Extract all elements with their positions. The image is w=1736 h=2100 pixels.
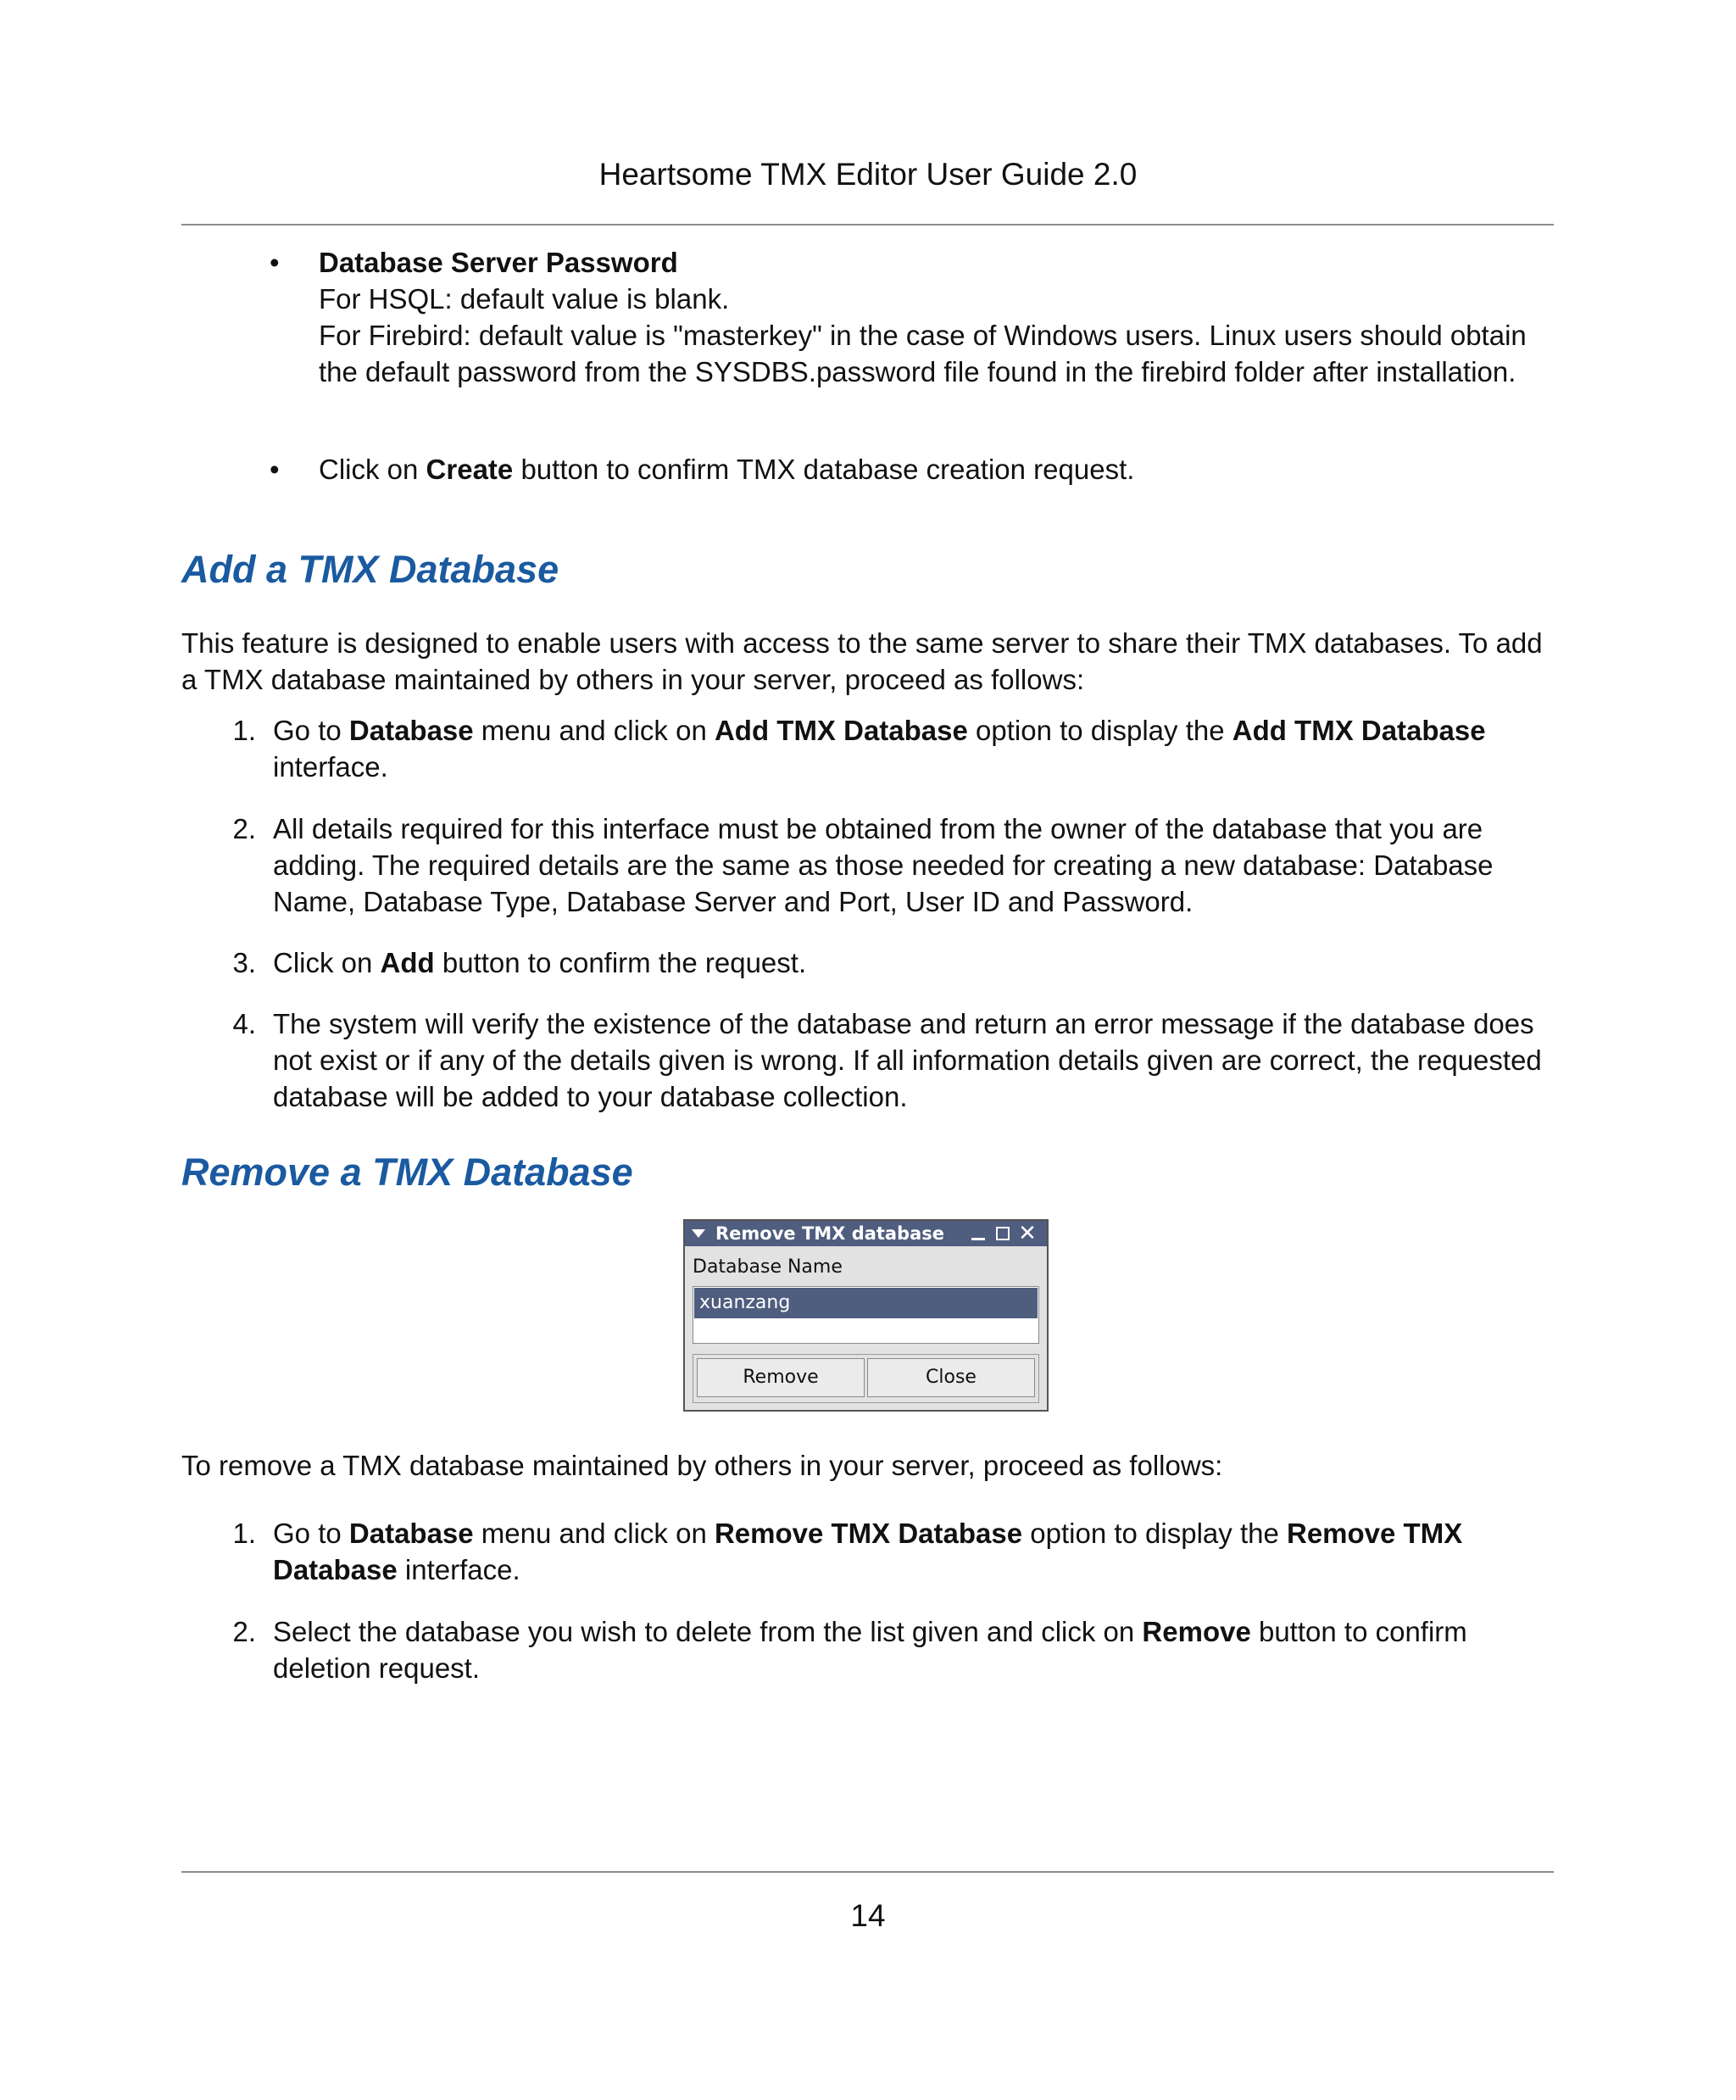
step-number: 2.: [232, 1616, 256, 1647]
remove-intro: To remove a TMX database maintained by others in your server, proceed as follows:: [181, 1450, 1223, 1481]
window-menu-icon[interactable]: [692, 1229, 705, 1238]
step-number: 4.: [232, 1008, 256, 1039]
bullet-icon: •: [270, 454, 280, 485]
bullet-password: [319, 244, 1556, 390]
page-header: Heartsome TMX Editor User Guide 2.0: [598, 157, 1138, 192]
bullet-line: For HSQL: default value is blank.: [319, 283, 730, 315]
section-heading-add: Add a TMX Database: [181, 548, 559, 591]
section-heading-remove: Remove a TMX Database: [181, 1150, 633, 1194]
step-number: 1.: [232, 1518, 256, 1549]
dialog-title: Remove TMX database: [715, 1223, 945, 1244]
add-intro: This feature is designed to enable users with access to the same server to share their TMX databases. To add a TMX database maintained by others in your server, proceed as follows:: [181, 627, 1543, 695]
bullet-icon: •: [270, 247, 280, 278]
step-number: 2.: [232, 813, 256, 844]
header-rule: [181, 224, 1554, 226]
add-step-3: Click on Add button to confirm the request.: [273, 947, 807, 978]
add-step-1: Go to Database menu and click on Add TMX Database option to display the Add TMX Database interface.: [273, 715, 1486, 783]
add-step-4: The system will verify the existence of the database and return an error message if the database does not exist or if any of the details given is wrong. If all information details given are correct, the requested database will be added to your database collection.: [273, 1008, 1542, 1112]
step-number: 1.: [232, 715, 256, 746]
remove-button[interactable]: Remove: [697, 1358, 865, 1397]
footer-rule: [181, 1871, 1554, 1873]
bullet-create: Click on Create button to confirm TMX database creation request.: [319, 454, 1135, 485]
bullet-title: Database Server Password: [319, 247, 678, 278]
database-name-label: Database Name: [693, 1256, 843, 1278]
page-number: 14: [850, 1898, 886, 1933]
remove-dialog-screenshot: [683, 1219, 1049, 1412]
bullet-line: For Firebird: default value is "masterkey" in the case of Windows users. Linux users should obtain the default password from the SYSDBS.password file found in the firebird folder after installation.: [319, 320, 1527, 387]
close-icon[interactable]: ✕: [1018, 1221, 1037, 1246]
remove-step-2: Select the database you wish to delete from the list given and click on Remove button to confirm deletion request.: [273, 1616, 1467, 1684]
list-item[interactable]: xuanzang: [694, 1288, 1038, 1318]
close-button[interactable]: Close: [867, 1358, 1035, 1397]
remove-step-1: Go to Database menu and click on Remove TMX Database option to display the Remove TMX Database interface.: [273, 1518, 1463, 1585]
step-number: 3.: [232, 947, 256, 978]
dialog-titlebar: [685, 1221, 1047, 1246]
maximize-icon[interactable]: [993, 1224, 1012, 1243]
add-step-2: All details required for this interface must be obtained from the owner of the database that you are adding. The required details are the same as those needed for creating a new database: Database Name, Database Type, Database Server and Port, User ID and Password.: [273, 813, 1494, 917]
database-list[interactable]: [693, 1286, 1039, 1344]
minimize-icon[interactable]: [969, 1224, 988, 1243]
